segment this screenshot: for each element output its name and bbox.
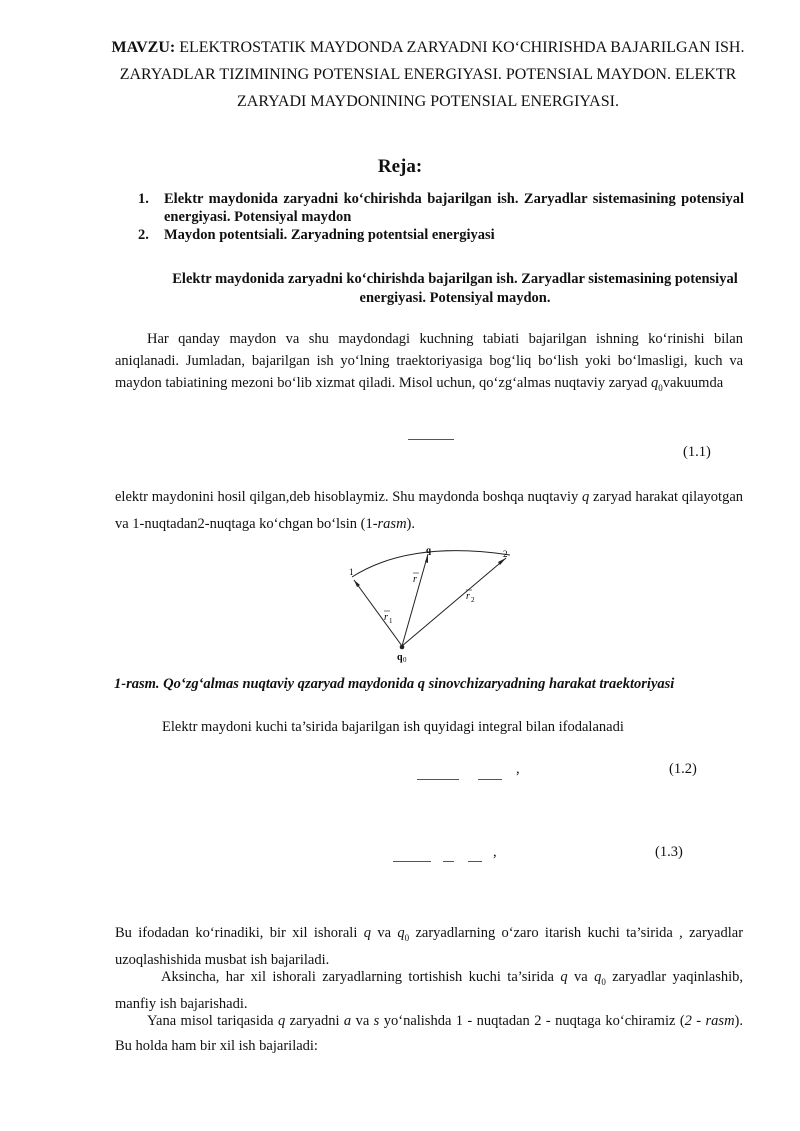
symbol-q: q: [277, 1013, 286, 1029]
vector-r1-sub: 1: [389, 617, 393, 625]
symbol-q: q: [560, 969, 568, 985]
symbol-q0: q: [397, 925, 405, 941]
radius-vector-r1: [354, 580, 402, 646]
paragraph-example: [115, 1009, 743, 1059]
paragraph-intro-text: Har qanday maydon va shu maydondagi kuchning tabiati bajarilgan ishning ko‘rinishi bilan aniqlanadi. Jumladan, bajarilgan ish yo‘lning traektoriyasiga bog‘liq bo‘lish yoki bo‘lmasligi, kuch va maydon tabiatining mezoni bo‘lib xizmat qiladi. Misol uchun, qo‘zg‘almas nuqtaviy zaryad: [115, 331, 743, 391]
figure-ref-rasm: rasm: [377, 516, 407, 532]
radius-vector-r2: [402, 558, 506, 646]
equation-1-3-comma: ,: [493, 844, 497, 860]
symbol-a: a: [343, 1013, 352, 1029]
equation-1-3-fraction-3: [468, 861, 482, 862]
paragraph-attraction-c: zaryadlar yaqinlashib, manfiy ish bajarishadi.: [115, 969, 744, 1012]
plan-list: [138, 190, 744, 244]
symbol-q0-sub: 0: [601, 976, 606, 987]
paragraph-attraction: [115, 966, 743, 1015]
plan-item-number: 2.: [138, 227, 149, 243]
equation-number-1-2: (1.2): [669, 761, 697, 777]
plan-item-text: Maydon potentsiali. Zaryadning potentsial energiyasi: [164, 227, 495, 243]
arrowhead-r: [425, 554, 428, 563]
word-va: va: [574, 969, 588, 985]
equation-1-1-placeholder: [408, 439, 454, 440]
title-text: ELEKTROSTATIK MAYDONDA ZARYADNI KO‘CHIRISHDA BAJARILGAN ISH. ZARYADLAR TIZIMINING POTENSIAL ENERGIYASI. POTENSIAL MAYDON. ELEKTR ZARYADI MAYDONINING POTENSIAL ENERGIYASI.: [119, 39, 745, 110]
vector-r2-label: r: [466, 591, 470, 602]
equation-number-1-1: (1.1): [683, 444, 711, 460]
radius-vector-r: [402, 554, 428, 646]
paragraph-intro: [115, 328, 743, 399]
equation-1-3-fraction-2: [443, 861, 454, 862]
charge-q0-label: q: [397, 652, 403, 663]
plan-item: [138, 190, 744, 226]
symbol-q0: q: [650, 375, 659, 391]
point-2-label: 2: [503, 549, 508, 559]
paragraph-example-e: -: [691, 1013, 706, 1029]
charge-q0-point: [400, 645, 405, 650]
word-va: va: [377, 925, 392, 941]
equation-1-2-comma: ,: [516, 761, 520, 777]
point-1-label: 1: [349, 567, 354, 577]
symbol-q0: q: [594, 969, 602, 985]
symbol-q0-sub: 0: [404, 932, 410, 943]
equation-1-2-fraction-1: [417, 779, 459, 780]
paragraph-motion-b: zaryad harakat qilayotgan va 1-nuqtadan2-nuqtaga ko‘chgan bo‘lsin (1-: [115, 489, 744, 532]
symbol-q: q: [363, 925, 371, 941]
paragraph-motion: [115, 484, 743, 538]
paragraph-repulsion-a: Bu ifodadan ko‘rinadiki, bir xil ishorali: [115, 925, 358, 941]
paragraph-motion-a: elektr maydonini hosil qilgan,deb hisoblaymiz. Shu maydonda boshqa nuqtaviy: [115, 489, 579, 505]
paragraph-repulsion: [115, 922, 743, 971]
paragraph-example-a: Yana misol tariqasida: [147, 1013, 274, 1029]
plan-heading: Reja:: [377, 156, 423, 177]
arrowhead-r1: [354, 580, 360, 587]
charge-q0-sub: 0: [403, 656, 407, 664]
symbol-s: s: [373, 1013, 380, 1029]
paragraph-attraction-a: Aksincha, har xil ishorali zaryadlarning tortishish kuchi ta’sirida: [161, 969, 554, 985]
vector-r-label: r: [413, 574, 417, 585]
figure-trajectory: [340, 542, 520, 667]
section-heading: Elektr maydonida zaryadni ko‘chirishda bajarilgan ish. Zaryadlar sistemasining potensiyal energiyasi. Potensiyal maydon.: [172, 271, 738, 306]
paragraph-example-b: zaryadni: [289, 1013, 340, 1029]
vector-r2-sub: 2: [471, 596, 475, 604]
paragraph-motion-c: ).: [406, 516, 416, 532]
title-label: MAVZU:: [111, 39, 176, 56]
word-va: va: [355, 1013, 370, 1029]
plan-item: [138, 226, 744, 244]
paragraph-example-f: ). Bu holda ham bir xil ish bajariladi:: [115, 1013, 744, 1054]
figure-caption: 1-rasm. Qo‘zg‘almas nuqtaviy qzaryad maydonida q sinovchizaryadning harakat traektoriyasi: [114, 676, 675, 692]
paragraph-integral: Elektr maydoni kuchi ta’sirida bajarilgan ish quyidagi integral bilan ifodalanadi: [162, 719, 624, 735]
document-title: [110, 34, 746, 115]
figure-ref-number: 2: [684, 1013, 692, 1029]
equation-number-1-3: (1.3): [655, 844, 683, 860]
symbol-q0-sub: 0: [658, 382, 663, 393]
symbol-q: q: [582, 489, 590, 505]
equation-1-2-fraction-2: [478, 779, 502, 780]
equation-1-3-fraction-1: [393, 861, 431, 862]
plan-item-text: Elektr maydonida zaryadni ko‘chirishda bajarilgan ish. Zaryadlar sistemasining potensiyal energiyasi. Potensiyal maydon: [164, 191, 744, 225]
paragraph-intro-tail: vakuumda: [662, 375, 724, 391]
figure-ref-rasm: rasm: [705, 1013, 735, 1029]
paragraph-repulsion-c: zaryadlarning o‘zaro itarish kuchi ta’sirida , zaryadlar uzoqlashishida musbat ish bajariladi.: [115, 925, 744, 968]
vector-r1-label: r: [384, 612, 388, 623]
paragraph-example-d: yo‘nalishda 1 - nuqtadan 2 - nuqtaga ko‘chiramiz (: [383, 1013, 685, 1029]
plan-item-number: 1.: [138, 191, 149, 207]
point-q-label: q: [426, 545, 432, 555]
